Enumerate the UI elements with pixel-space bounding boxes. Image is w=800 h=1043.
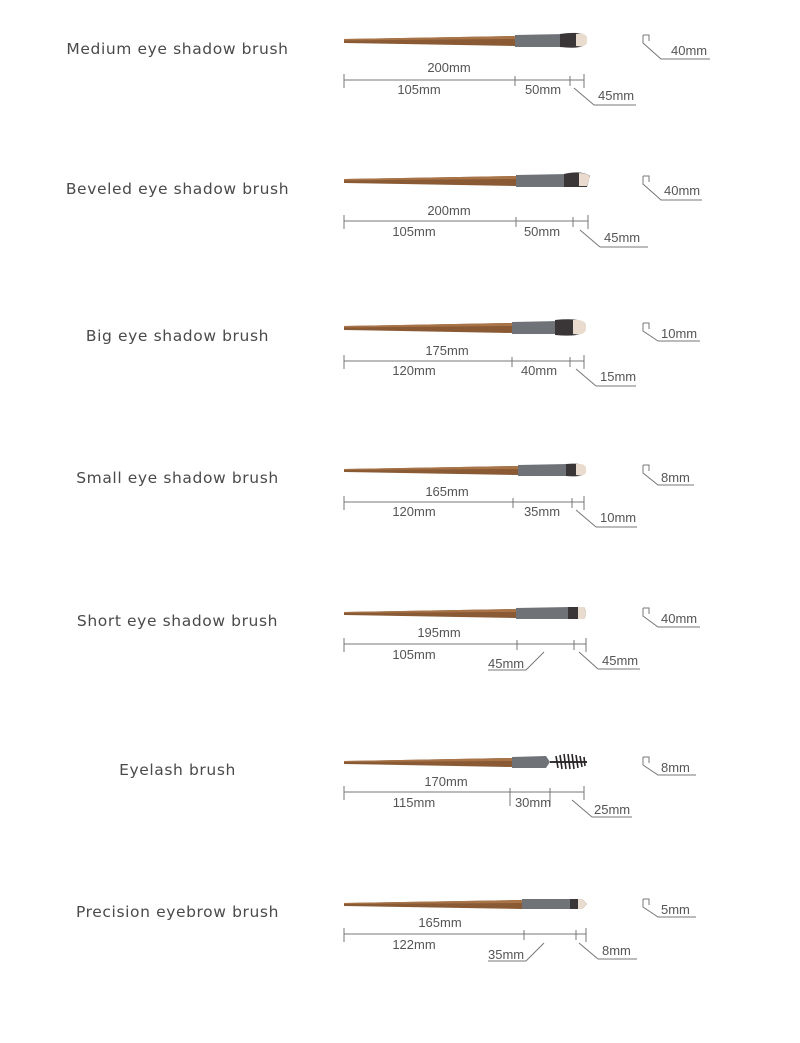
brush-row [0, 40, 800, 180]
brush-row [0, 469, 800, 609]
brush-diagram [330, 170, 730, 260]
brush-name: Small eye shadow brush [76, 469, 279, 487]
brush-name: Big eye shadow brush [85, 327, 270, 345]
hair-length: 15mm [600, 369, 637, 384]
brush-diagram [330, 602, 730, 692]
brush-row [0, 612, 800, 752]
handle-length: 105mm [397, 82, 441, 97]
hair-length: 45mm [598, 88, 635, 103]
brush-name: Beveled eye shadow brush [65, 180, 290, 198]
ferrule-length: 50mm [524, 82, 562, 97]
brush-illustration [344, 607, 586, 619]
ferrule-length: 50mm [523, 224, 561, 239]
brush-illustration [344, 899, 587, 909]
brush-name: Precision eyebrow brush [75, 903, 280, 921]
ferrule-length: 35mm [523, 504, 561, 519]
hair-width: 8mm [661, 470, 690, 485]
total-length: 165mm [425, 484, 469, 499]
brush-row [0, 180, 800, 320]
hair-length: 8mm [602, 943, 631, 958]
brush-diagram [330, 30, 730, 120]
total-length: 175mm [425, 343, 469, 358]
ferrule-length: 45mm [488, 656, 525, 671]
brush-illustration [344, 754, 587, 769]
brush-row [0, 761, 800, 901]
handle-length: 120mm [392, 504, 436, 519]
handle-length: 105mm [392, 224, 436, 239]
ferrule-length: 35mm [488, 947, 525, 962]
brush-diagram [330, 751, 730, 841]
brush-illustration [344, 172, 590, 187]
hair-length: 25mm [594, 802, 631, 817]
total-length: 200mm [427, 60, 471, 75]
brush-illustration [344, 319, 586, 335]
hair-width: 40mm [671, 43, 708, 58]
hair-width: 40mm [661, 611, 698, 626]
brush-diagram [330, 459, 730, 549]
ferrule-length: 30mm [514, 795, 552, 810]
hair-length: 45mm [604, 230, 641, 245]
total-length: 195mm [417, 625, 461, 640]
hair-width: 5mm [661, 902, 690, 917]
brush-illustration [344, 464, 586, 477]
brush-row [0, 327, 800, 467]
brush-name: Medium eye shadow brush [66, 40, 289, 58]
total-length: 170mm [424, 774, 468, 789]
brush-diagram [330, 893, 730, 983]
brush-row [0, 903, 800, 1043]
ferrule-length: 40mm [520, 363, 558, 378]
handle-length: 105mm [392, 647, 436, 662]
handle-length: 122mm [392, 937, 436, 952]
hair-width: 40mm [664, 183, 701, 198]
brush-illustration [344, 33, 587, 48]
hair-width: 10mm [661, 326, 698, 341]
hair-width: 8mm [661, 760, 690, 775]
brush-diagram [330, 317, 730, 407]
total-length: 200mm [427, 203, 471, 218]
brush-name: Eyelash brush [119, 761, 236, 779]
handle-length: 115mm [392, 795, 436, 810]
brush-name: Short eye shadow brush [76, 612, 279, 630]
total-length: 165mm [418, 915, 462, 930]
hair-length: 10mm [600, 510, 637, 525]
hair-length: 45mm [602, 653, 639, 668]
handle-length: 120mm [392, 363, 436, 378]
